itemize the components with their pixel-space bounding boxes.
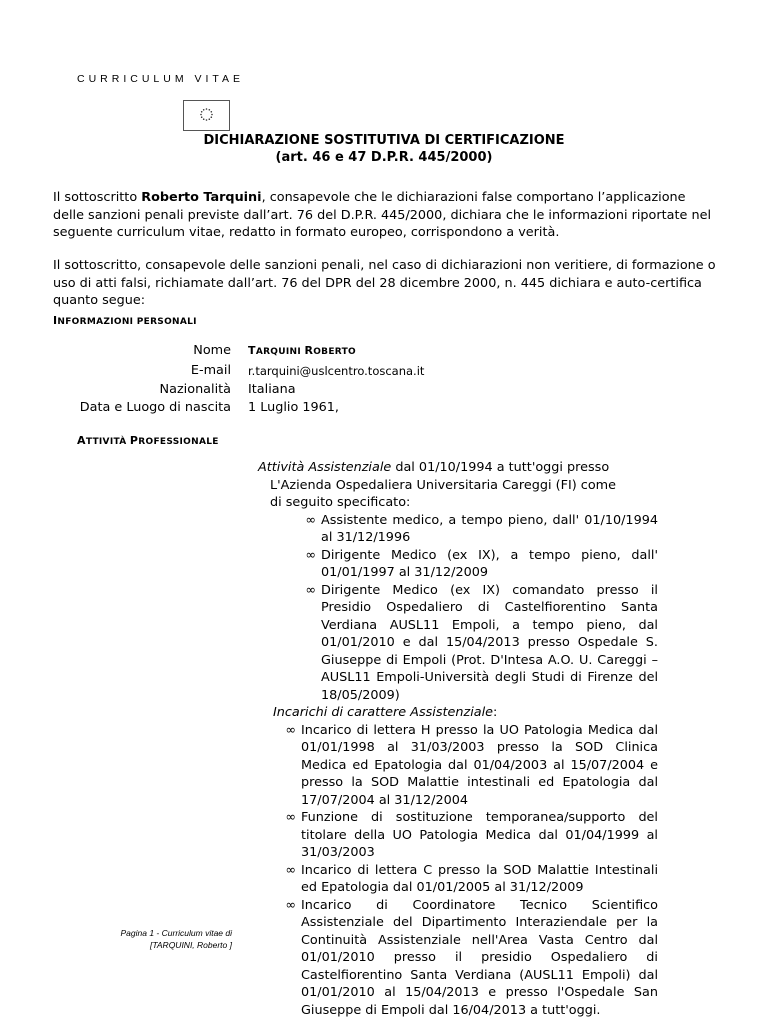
- list-item: [296, 582, 658, 705]
- cv-title: CURRICULUM VITAE: [77, 73, 244, 85]
- incarichi-heading-colon: :: [493, 705, 497, 720]
- page-footer: [60, 927, 232, 951]
- label-nationality: Nazionalità: [0, 380, 231, 400]
- assist-list: [296, 512, 658, 705]
- value-name-b2: OBERTO: [313, 347, 356, 357]
- list-item: [276, 722, 658, 810]
- list-item-text: Incarico di Coordinatore Tecnico Scientifico Assistenziale del Dipartimento Interaziendale per la Continuità Assistenziale nell'Area Vasta Centro dal 01/01/2010 presso il presidio Ospedaliero di Castelfiorentino Santa Verdiana (AUSL11 Empoli) dal 01/01/2010 al 15/04/2013 e presso l'Ospedale San Giuseppe di Empoli dal 16/04/2013 a tutt'oggi.: [301, 898, 658, 1018]
- section-personal-rest: NFORMAZIONI PERSONALI: [57, 317, 196, 327]
- value-name: [248, 341, 356, 362]
- infinity-bullet-icon: ∞: [276, 722, 296, 740]
- list-item-text: Incarico di lettera H presso la UO Patologia Medica dal 01/01/1998 al 31/03/2003 presso la SOD Clinica Medica ed Epatologia dal 01/04/2003 al 15/07/2004 e presso la SOD Malattie intestinali ed Epatologia dal 17/07/2004 al 31/12/2004: [301, 723, 658, 808]
- incarichi-heading-italic: Incarichi di carattere Assistenziale: [273, 705, 493, 720]
- list-item: [276, 897, 658, 1019]
- list-item-text: Funzione di sostituzione temporanea/supporto del titolare della UO Patologia Medica dal 01/04/1999 al 31/03/2003: [301, 810, 658, 860]
- list-item: [296, 512, 658, 547]
- incarichi-list: [276, 722, 658, 1019]
- label-name: Nome: [0, 341, 231, 361]
- infinity-bullet-icon: ∞: [296, 582, 316, 600]
- infinity-bullet-icon: ∞: [276, 862, 296, 880]
- declaration-title-line1: DICHIARAZIONE SOSTITUTIVA DI CERTIFICAZIONE: [0, 132, 768, 149]
- footer-line2: [TARQUINI, Roberto ]: [60, 939, 232, 951]
- footer-prefix: Pagina: [120, 928, 149, 938]
- section-professional: [77, 434, 219, 447]
- list-item-text: Incarico di lettera C presso la SOD Malattie Intestinali ed Epatologia dal 01/01/2005 al 31/12/2009: [301, 863, 658, 896]
- infinity-bullet-icon: ∞: [296, 547, 316, 565]
- assist-body: L'Azienda Ospedaliera Universitaria Careggi (FI) come di seguito specificato:: [258, 477, 630, 512]
- value-email: r.tarquini@uslcentro.toscana.it: [248, 361, 424, 381]
- list-item: [296, 547, 658, 582]
- section-personal-info: [53, 314, 197, 327]
- assist-heading: [258, 459, 658, 477]
- list-item: [276, 862, 658, 897]
- list-item-text: Dirigente Medico (ex IX) comandato presso il Presidio Ospedaliero di Castelfiorentino Santa Verdiana AUSL11 Empoli, a tempo pieno, dal 01/01/2010 e dal 15/04/2013 presso Ospedale S. Giuseppe di Empoli (Prot. D'Intesa A.O. U. Careggi – AUSL11 Empoli-Università degli Studi di Firenze del 18/05/2009): [321, 583, 658, 703]
- value-birth: 1 Luglio 1961,: [248, 398, 339, 418]
- signatory-name: Roberto Tarquini: [141, 190, 261, 205]
- intro-paragraph-2: Il sottoscritto, consapevole delle sanzioni penali, nel caso di dichiarazioni non veritiere, di formazione o uso di atti falsi, richiamate dall’art. 76 del DPR del 28 dicembre 2000, n. 445 dichiara e auto-certifica quanto segue:: [53, 257, 718, 310]
- value-name-a2: ARQUINI: [256, 347, 301, 357]
- list-item-text: Assistente medico, a tempo pieno, dall' 01/10/1994 al 31/12/1996: [321, 513, 658, 546]
- intro-prefix: Il sottoscritto: [53, 190, 141, 205]
- intro-rest: , consapevole che le dichiarazioni false comportano l’applicazione delle sanzioni penali previste dall’art. 76 del D.P.R. 445/2000, dichiara che le informazioni riportate nel seguente curriculum vitae, redatto in formato europeo, corrispondono a verità.: [53, 190, 711, 240]
- value-name-b1: R: [304, 344, 313, 357]
- section-prof-b2: ROFESSIONALE: [138, 437, 218, 447]
- label-birth: Data e Luogo di nascita: [0, 398, 231, 418]
- incarichi-heading: [273, 704, 658, 722]
- infinity-bullet-icon: ∞: [296, 512, 316, 530]
- section-prof-a2: TTIVITÀ: [86, 437, 130, 447]
- declaration-title: [0, 132, 768, 166]
- declaration-title-line2: (art. 46 e 47 D.P.R. 445/2000): [0, 149, 768, 166]
- page-number: 1: [149, 928, 154, 938]
- eu-flag-icon: [183, 100, 230, 131]
- intro-paragraph-1: [53, 189, 718, 242]
- footer-suffix: - Curriculum vitae di: [154, 928, 232, 938]
- section-prof-b1: P: [130, 434, 138, 447]
- value-name-a1: T: [248, 344, 256, 357]
- professional-body: [258, 459, 658, 1019]
- section-prof-a1: A: [77, 434, 86, 447]
- footer-line1: [60, 927, 232, 939]
- section-personal-initial: I: [53, 314, 57, 327]
- assist-heading-italic: Attività Assistenziale: [258, 460, 391, 475]
- assist-heading-rest: dal 01/10/1994 a tutt'oggi presso: [391, 460, 609, 475]
- list-item: [276, 809, 658, 862]
- infinity-bullet-icon: ∞: [276, 809, 296, 827]
- list-item-text: Dirigente Medico (ex IX), a tempo pieno, dall' 01/01/1997 al 31/12/2009: [321, 548, 658, 581]
- label-email: E-mail: [0, 361, 231, 381]
- infinity-bullet-icon: ∞: [276, 897, 296, 915]
- value-nationality: Italiana: [248, 380, 296, 400]
